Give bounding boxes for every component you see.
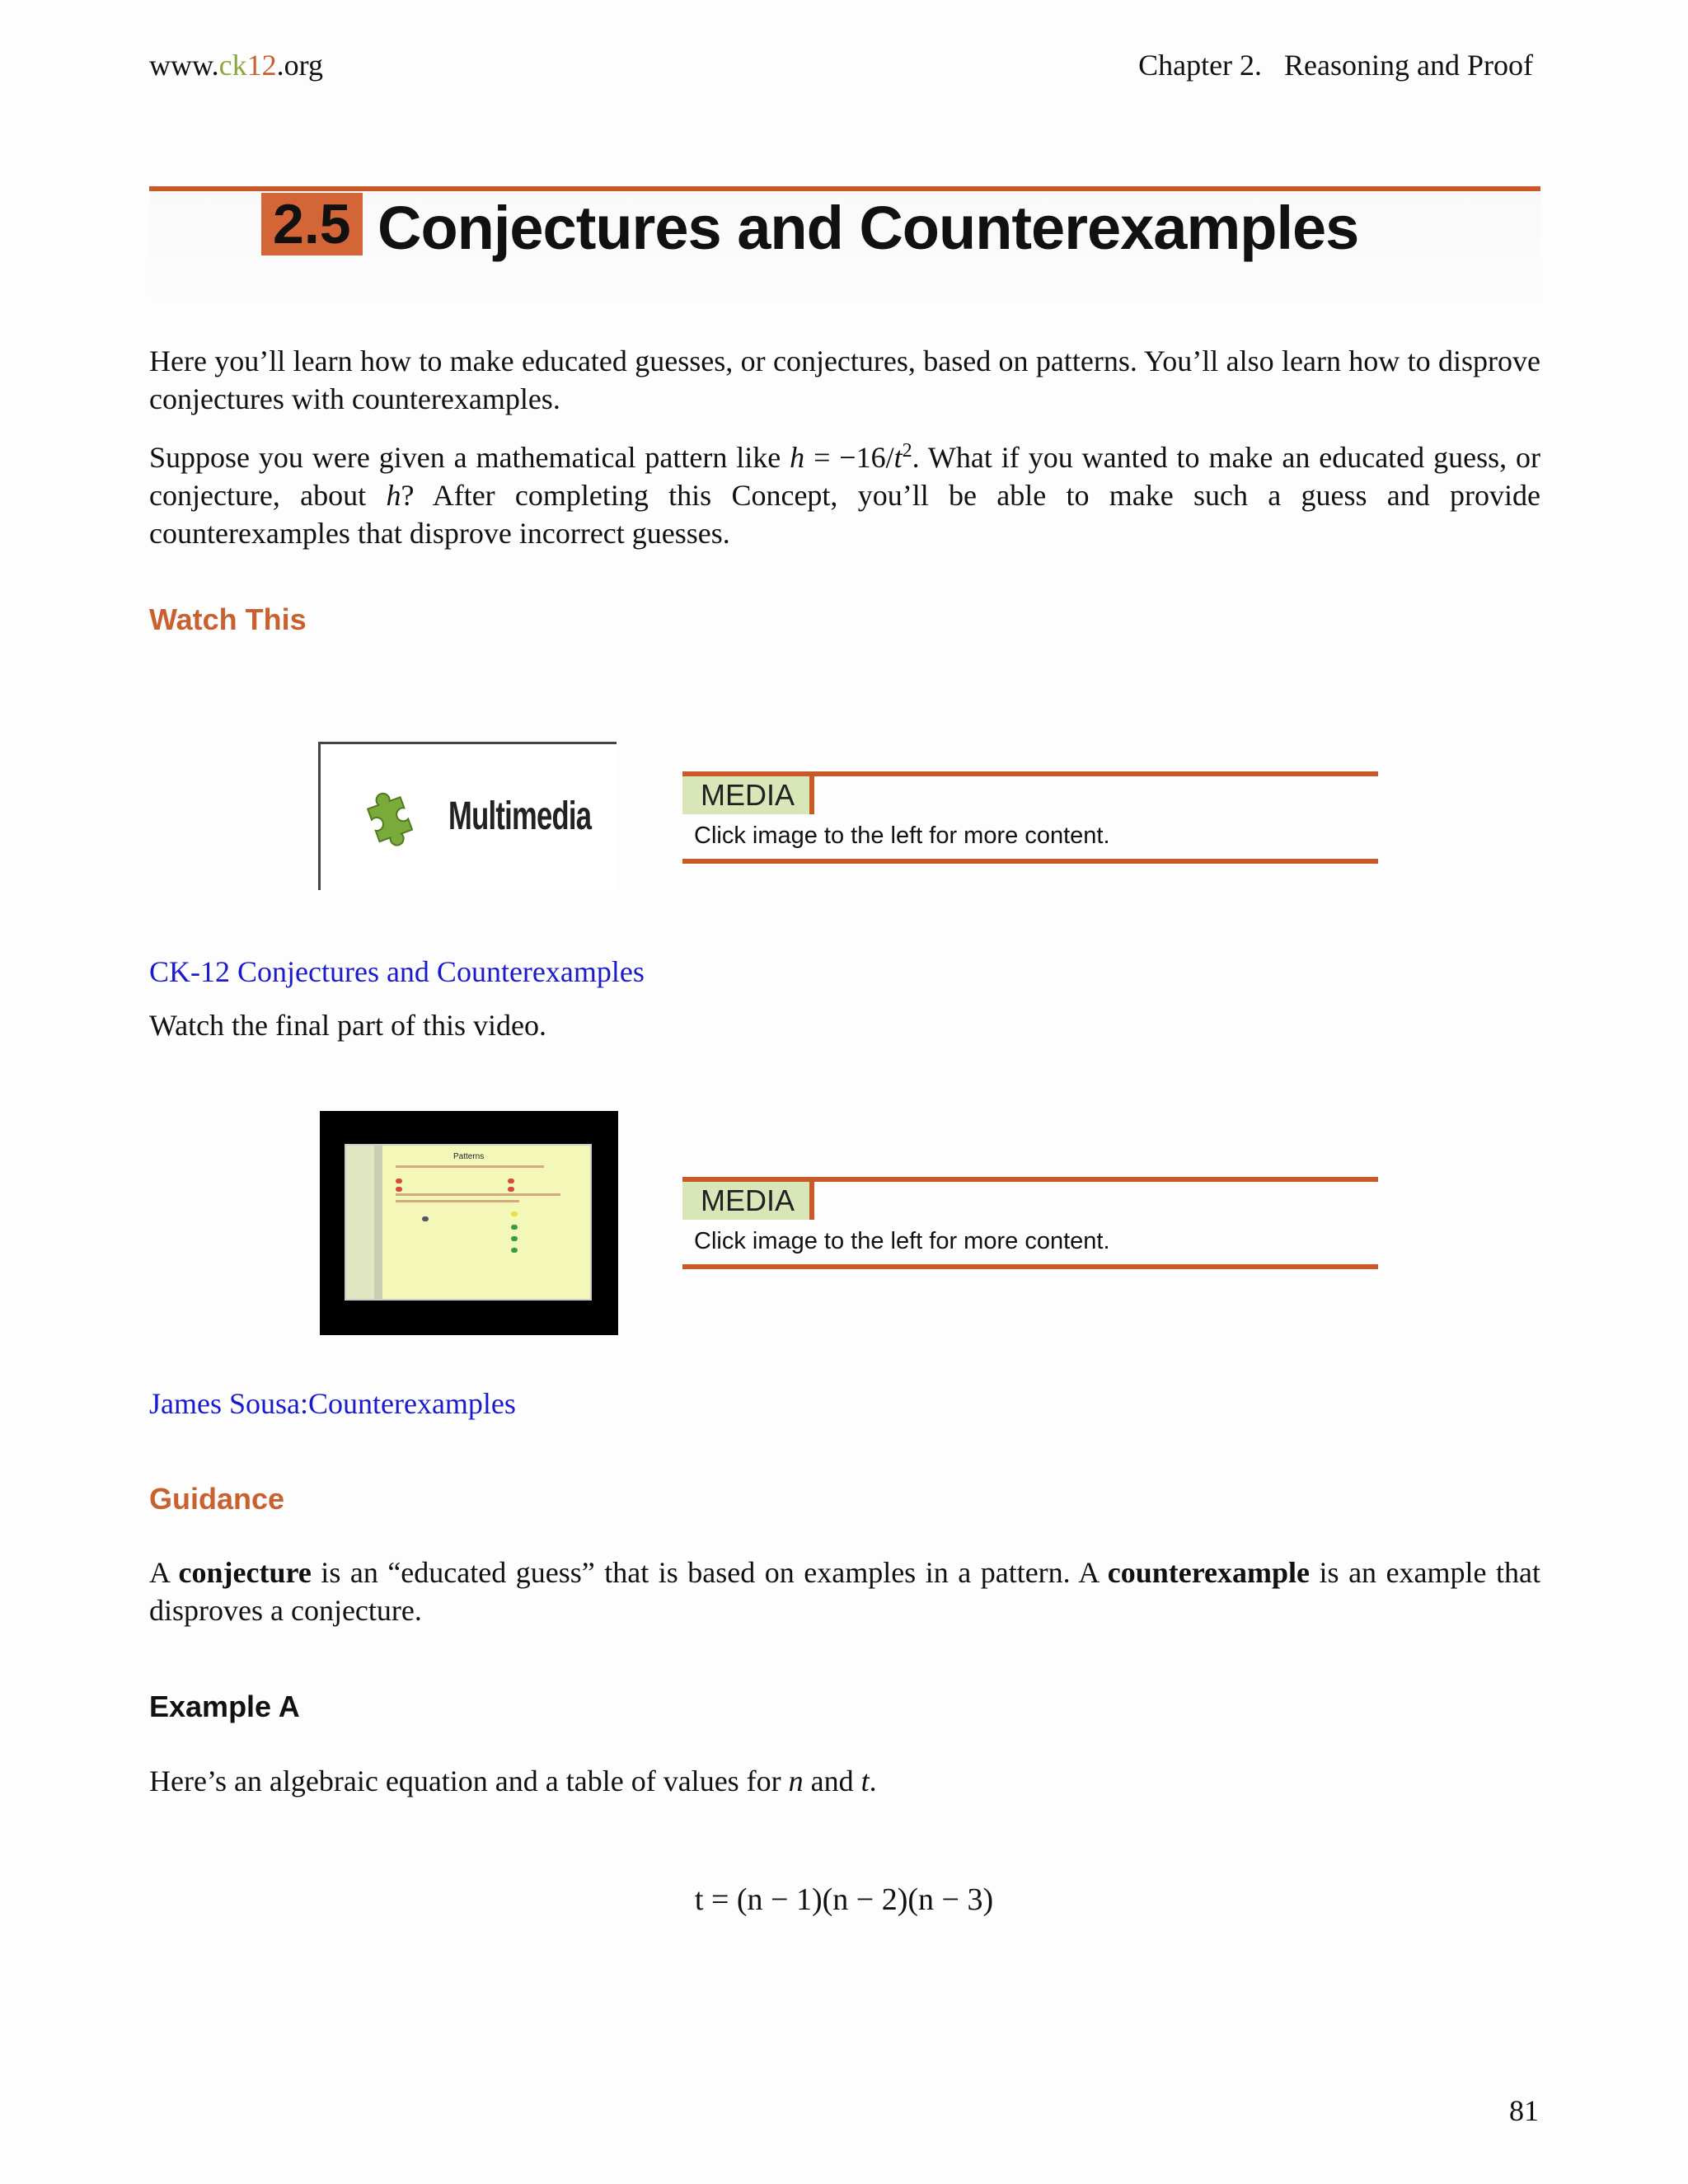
chapter-header: Chapter 2. Reasoning and Proof	[1138, 49, 1533, 82]
p2-eq: = −16/	[804, 441, 894, 474]
guidance-text-b: is an “educated guess” that is based on examples in a pattern. A	[311, 1556, 1108, 1589]
media-note: Click image to the left for more content.	[694, 1228, 1110, 1254]
video-text-line	[396, 1200, 519, 1202]
media-label: MEDIA	[682, 1182, 814, 1220]
term-conjecture: conjecture	[178, 1556, 312, 1589]
section-title: Conjectures and Counterexamples	[377, 194, 1359, 262]
site-url-suffix: .org	[276, 49, 323, 82]
site-url-prefix: www.	[149, 49, 219, 82]
link-ck12-video[interactable]: CK-12 Conjectures and Counterexamples	[149, 955, 645, 988]
p2-var-h: h	[790, 441, 805, 474]
equation: t = (n − 1)(n − 2)(n − 3)	[694, 1882, 994, 1917]
puzzle-icon	[360, 787, 420, 846]
media-box-1	[682, 771, 1378, 864]
guidance-text-c: is an example that disproves a conjecture.	[149, 1556, 1540, 1627]
example-a-text	[149, 1762, 1540, 1800]
media-box-2	[682, 1177, 1378, 1269]
intro-paragraph-2	[149, 432, 1540, 552]
page-number: 81	[1509, 2094, 1539, 2127]
video-mark	[511, 1248, 518, 1253]
video-sidebar	[346, 1146, 374, 1299]
example-a-end: .	[869, 1765, 877, 1797]
multimedia-thumbnail[interactable]	[318, 742, 617, 890]
example-a-heading: Example A	[149, 1690, 300, 1723]
video-thumbnail[interactable]	[320, 1111, 618, 1335]
guidance-heading: Guidance	[149, 1482, 285, 1516]
video-sidebar-edge	[374, 1146, 382, 1299]
var-n: n	[788, 1765, 804, 1797]
video-mark	[396, 1187, 402, 1192]
site-url-12: 12	[246, 49, 277, 82]
video-screen	[345, 1144, 592, 1301]
video-mark	[511, 1236, 518, 1241]
media-note: Click image to the left for more content.	[694, 823, 1110, 849]
video-mark	[422, 1216, 429, 1221]
video-mark	[508, 1179, 514, 1183]
media-box-bottom-rule	[682, 1264, 1378, 1269]
p2-text-b: . What if you wanted to make an educated guess, or conjecture, about	[149, 441, 1540, 512]
term-counterexample: counterexample	[1107, 1556, 1311, 1589]
video-text-line	[396, 1165, 544, 1168]
p2-var-h2: h	[386, 479, 401, 512]
multimedia-thumb-text: Multimedia	[448, 794, 592, 838]
guidance-text-a: A	[149, 1556, 179, 1589]
site-url-ck: ck	[218, 49, 247, 82]
guidance-paragraph	[149, 1554, 1540, 1629]
p2-text-a: Suppose you were given a mathematical pattern like	[149, 441, 790, 474]
video-slide-title: Patterns	[453, 1152, 485, 1161]
video-text-line	[396, 1193, 560, 1196]
video-mark	[511, 1225, 518, 1230]
site-url[interactable]	[149, 48, 323, 82]
p2-text-c: ? After completing this Concept, you’ll be able to make such a guess and provide counterexamples that disprove incorrect guesses.	[149, 479, 1540, 550]
watch-heading: Watch This	[149, 602, 307, 636]
watch-final-part-text: Watch the final part of this video.	[149, 1009, 546, 1042]
link-james-sousa-video[interactable]: James Sousa:Counterexamples	[149, 1387, 516, 1420]
p2-var-t: t	[893, 441, 903, 474]
section-number: 2.5	[261, 193, 363, 255]
video-mark	[396, 1179, 402, 1183]
video-mark	[511, 1212, 518, 1216]
example-a-text-a: Here’s an algebraic equation and a table of values for	[149, 1765, 789, 1797]
media-label: MEDIA	[682, 776, 814, 814]
intro-paragraph-1: Here you’ll learn how to make educated guesses, or conjectures, based on patterns. You’ll also learn how to disprove conjectures with counterexamples.	[149, 344, 1540, 415]
var-t: t	[860, 1765, 870, 1797]
example-a-and: and	[803, 1765, 861, 1797]
media-box-bottom-rule	[682, 859, 1378, 864]
video-mark	[508, 1187, 514, 1192]
p2-exponent: 2	[902, 440, 912, 462]
